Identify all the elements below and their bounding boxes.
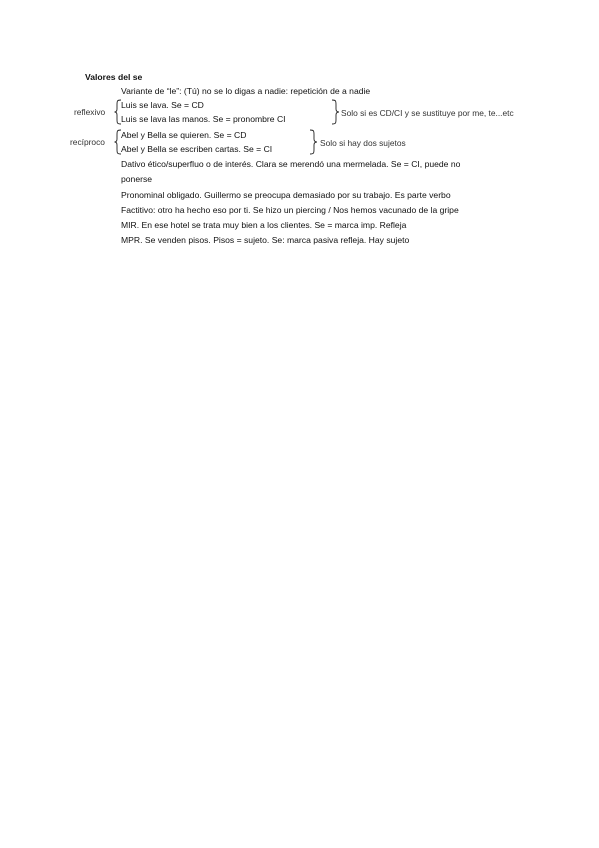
text-line-factitivo: Factitivo: otro ha hecho eso por ti. Se hizo un piercing / Nos hemos vacunado de la gripe bbox=[121, 205, 459, 215]
right-brace-reflexivo bbox=[331, 99, 341, 125]
text-line-ponerse: ponerse bbox=[121, 174, 153, 184]
note-reciproco: Solo si hay dos sujetos bbox=[320, 138, 406, 148]
text-line-abel-quieren: Abel y Bella se quieren. Se = CD bbox=[121, 130, 247, 140]
text-line-variante: Variante de “le”: (Tú) no se lo digas a nadie: repetición de a nadie bbox=[121, 86, 371, 96]
text-line-luis-manos: Luis se lava las manos. Se = pronombre CI bbox=[121, 114, 286, 124]
text-line-dativo: Dativo ético/superfluo o de interés. Clara se merendó una mermelada. Se = CI, puede no bbox=[121, 159, 461, 169]
text-line-pronominal: Pronominal obligado. Guillermo se preocupa demasiado por su trabajo. Es parte verbo bbox=[121, 190, 451, 200]
text-line-abel-cartas: Abel y Bella se escriben cartas. Se = CI bbox=[121, 144, 273, 154]
text-line-mpr: MPR. Se venden pisos. Pisos = sujeto. Se: marca pasiva refleja. Hay sujeto bbox=[121, 235, 410, 245]
right-brace-reciproco bbox=[309, 129, 319, 155]
text-line-luis-lava: Luis se lava. Se = CD bbox=[121, 100, 204, 110]
label-reciproco: recíproco bbox=[70, 137, 105, 147]
text-line-mir: MIR. En ese hotel se trata muy bien a los clientes. Se = marca imp. Refleja bbox=[121, 220, 407, 230]
document-title: Valores del se bbox=[85, 72, 143, 82]
label-reflexivo: reflexivo bbox=[74, 107, 106, 117]
note-reflexivo: Solo si es CD/CI y se sustituye por me, te...etc bbox=[341, 108, 514, 118]
